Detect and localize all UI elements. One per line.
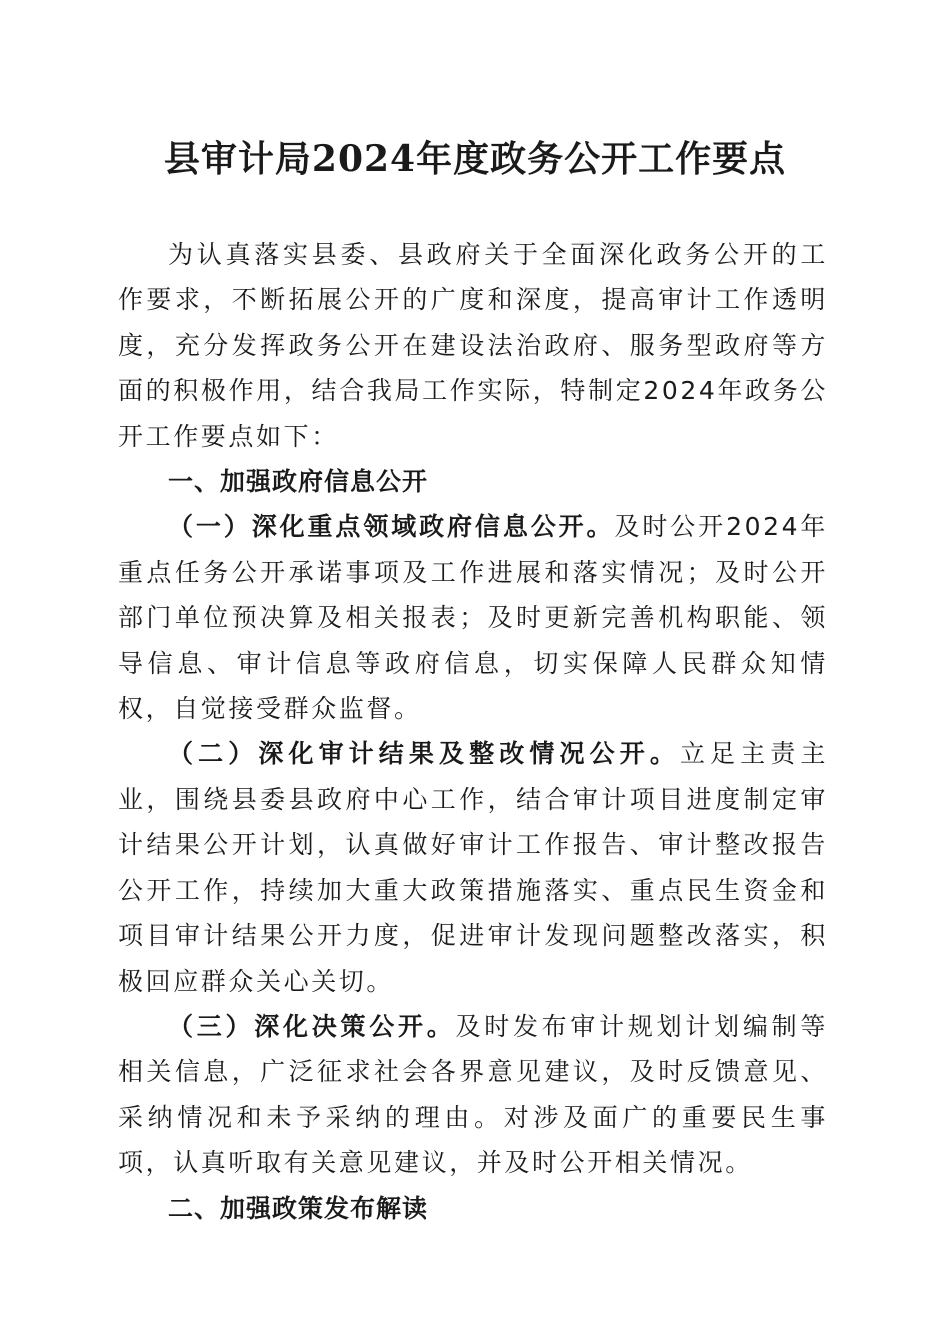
item-lead-2: （二）深化审计结果及整改情况公开。 (168, 739, 680, 769)
document-title: 县审计局2024年度政务公开工作要点 (163, 138, 787, 180)
item-lead-1: （一）深化重点领域政府信息公开。 (168, 512, 615, 542)
item-text-2: 立足主责主业，围绕县委县政府中心工作，结合审计项目进度制定审计结果公开计划，认真做好审计工作报告、审计整改报告公开工作，持续加大重大政策措施落实、重点民生资金和项目审计结果公开力度，促进审计发现问题整改落实，积极回应群众关心关切。 (118, 739, 828, 996)
item-paragraph-1 (118, 504, 828, 731)
section-heading-1: 一、加强政府信息公开 (168, 467, 429, 497)
item-paragraph-3 (118, 1004, 828, 1186)
item-paragraph-2 (118, 731, 828, 1003)
document-body (118, 232, 828, 1231)
section-heading-2: 二、加强政策发布解读 (168, 1193, 429, 1223)
item-text-1: 及时公开2024年重点任务公开承诺事项及工作进展和落实情况；及时公开部门单位预决算及相关报表；及时更新完善机构职能、领导信息、审计信息等政府信息，切实保障人民群众知情权，自觉接受群众监督。 (118, 512, 828, 724)
intro-paragraph: 为认真落实县委、县政府关于全面深化政务公开的工作要求，不断拓展公开的广度和深度，提高审计工作透明度，充分发挥政务公开在建设法治政府、服务型政府等方面的积极作用，结合我局工作实际，特制定2024年政务公开工作要点如下： (118, 240, 828, 451)
item-lead-3: （三）深化决策公开。 (168, 1011, 456, 1041)
item-text-3: 及时发布审计规划计划编制等相关信息，广泛征求社会各界意见建议，及时反馈意见、采纳情况和未予采纳的理由。对涉及面广的重要民生事项，认真听取有关意见建议，并及时公开相关情况。 (118, 1011, 828, 1178)
